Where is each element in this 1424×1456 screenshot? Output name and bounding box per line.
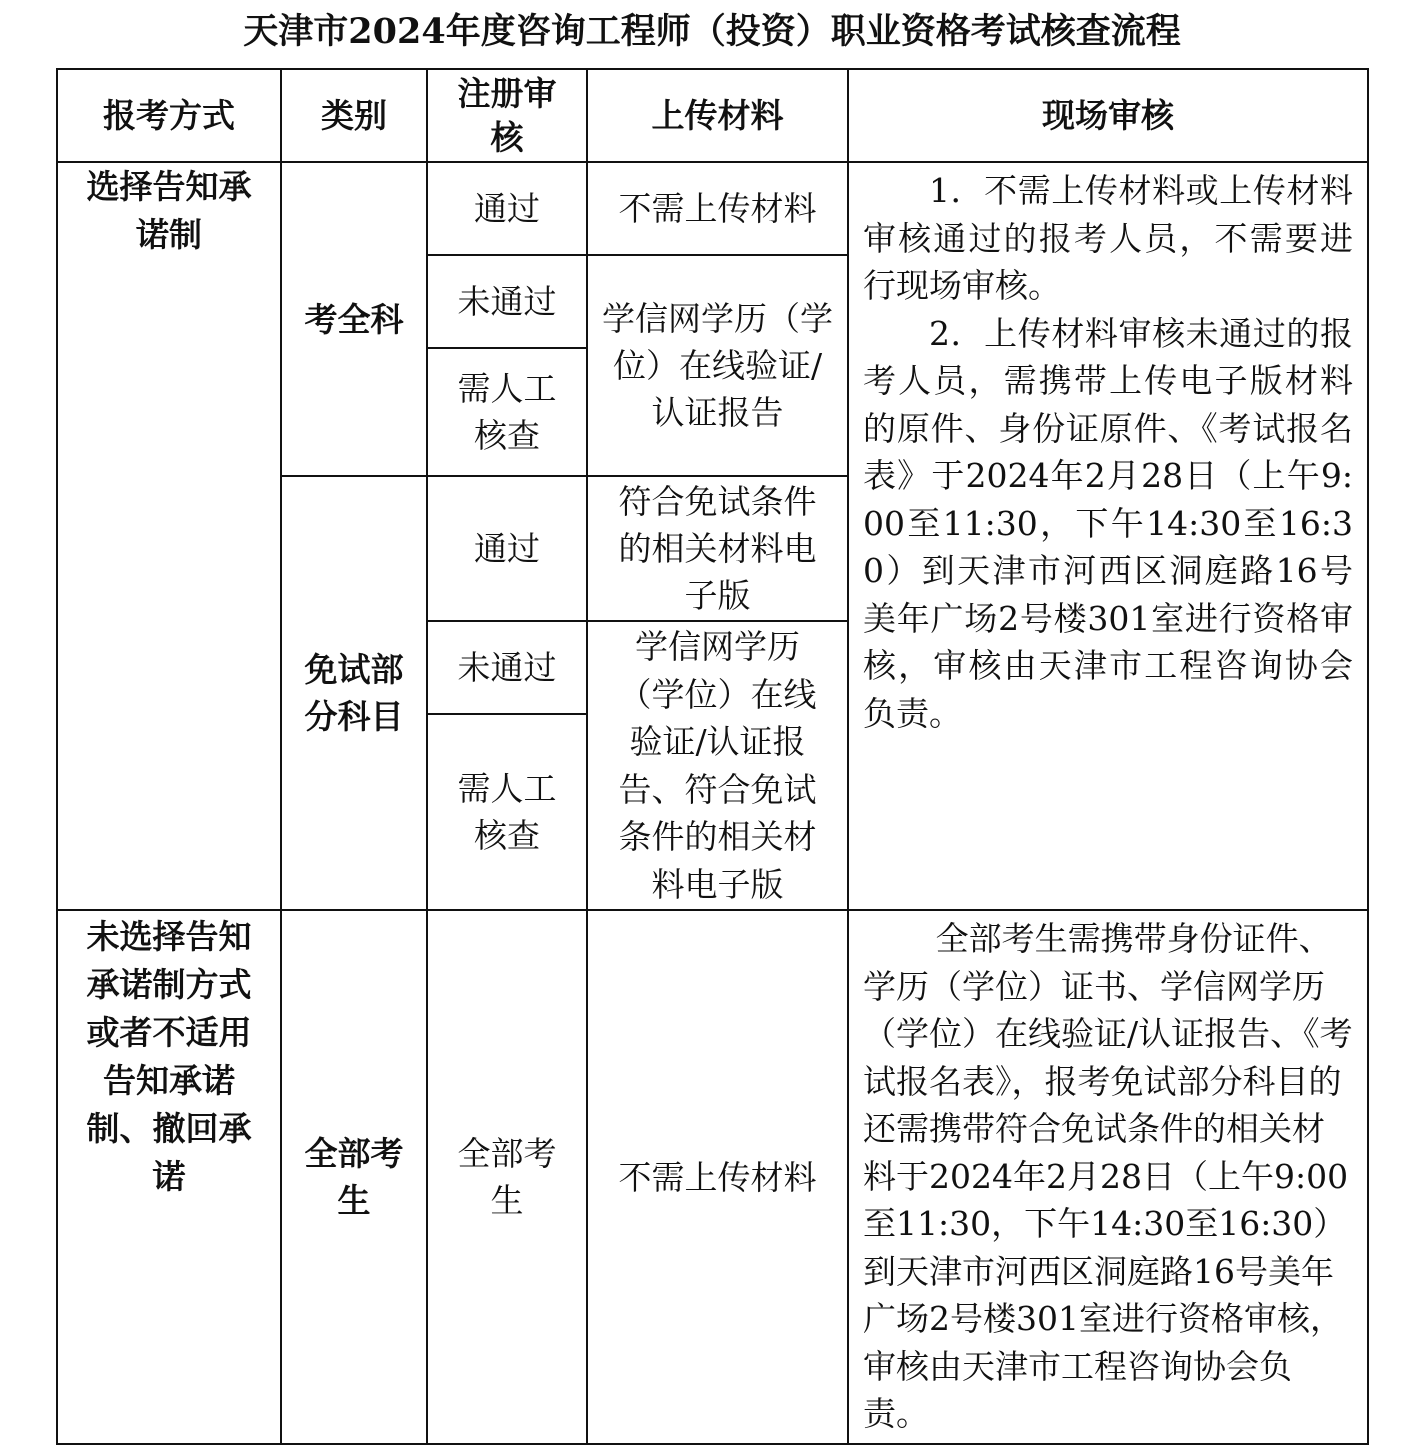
header-upload: 上传材料: [587, 69, 848, 162]
category-all-candidates-text: 全部考生: [304, 1134, 404, 1220]
category-exempt-subjects: [281, 476, 427, 910]
review-all-candidates: [427, 910, 587, 1444]
review-status: 未通过: [427, 255, 587, 348]
category-all-subjects: 考全科: [281, 162, 427, 476]
upload-material: 不需上传材料: [587, 910, 848, 1444]
table-row: [57, 162, 1368, 255]
upload-material: [587, 255, 848, 476]
onsite-paragraph-1: 1．不需上传材料或上传材料审核通过的报考人员，不需要进行现场审核。: [863, 171, 1353, 305]
header-review: [427, 69, 587, 162]
upload-material: [587, 621, 848, 910]
method-no-promise-text: 未选择告知承诺制方式或者不适用告知承诺制、撤回承诺: [86, 917, 252, 1196]
review-status: 通过: [427, 162, 587, 255]
table-header-row: [57, 69, 1368, 162]
method-promise-text: 选择告知承诺制: [86, 167, 252, 254]
review-status-text: 需人工核查: [457, 369, 557, 455]
review-status: [427, 348, 587, 476]
upload-material-text: 学信网学历（学位）在线验证/认证报告: [602, 299, 833, 432]
onsite-paragraph-3: 全部考生需携带身份证件、学历（学位）证书、学信网学历（学位）在线验证/认证报告、《考试报名表》，报考免试部分科目的还需携带符合免试条件的相关材料于2024年2月28日（上午9:00至11:30，下午14:30至16:30）到天津市河西区洞庭路16号美年广场2号楼301室进行资格审核，审核由天津市工程咨询协会负责。: [863, 919, 1353, 1433]
method-promise: [57, 162, 281, 910]
upload-material-text: 学信网学历（学位）在线验证/认证报告、符合免试条件的相关材料电子版: [618, 627, 817, 904]
header-onsite: 现场审核: [848, 69, 1368, 162]
upload-material: 不需上传材料: [587, 162, 848, 255]
category-all-candidates: [281, 910, 427, 1444]
review-process-table: [56, 68, 1369, 1445]
review-all-candidates-text: 全部考生: [457, 1134, 557, 1220]
onsite-paragraph-2: 2．上传材料审核未通过的报考人员，需携带上传电子版材料的原件、身份证原件、《考试报名表》于2024年2月28日（上午9:00至11:30，下午14:30至16:30）到天津市河西区洞庭路16号美年广场2号楼301室进行资格审核，审核由天津市工程咨询协会负责。: [863, 313, 1353, 733]
onsite-review-promise: [848, 162, 1368, 910]
review-status: 通过: [427, 476, 587, 621]
page-title: 天津市2024年度咨询工程师（投资）职业资格考试核查流程: [243, 11, 1181, 52]
header-review-label: 注册审核: [457, 73, 557, 157]
header-method: 报考方式: [57, 69, 281, 162]
onsite-paragraphs: [849, 163, 1367, 737]
category-exempt-text: 免试部分科目: [304, 650, 404, 736]
review-status-text: 需人工核查: [457, 769, 557, 855]
review-status: 未通过: [427, 621, 587, 714]
onsite-review-no-promise: [848, 910, 1368, 1444]
header-category: 类别: [281, 69, 427, 162]
upload-material-text: 符合免试条件的相关材料电子版: [618, 482, 817, 615]
review-status: [427, 714, 587, 910]
method-no-promise: [57, 910, 281, 1444]
table-row: [57, 910, 1368, 1444]
upload-material: [587, 476, 848, 621]
